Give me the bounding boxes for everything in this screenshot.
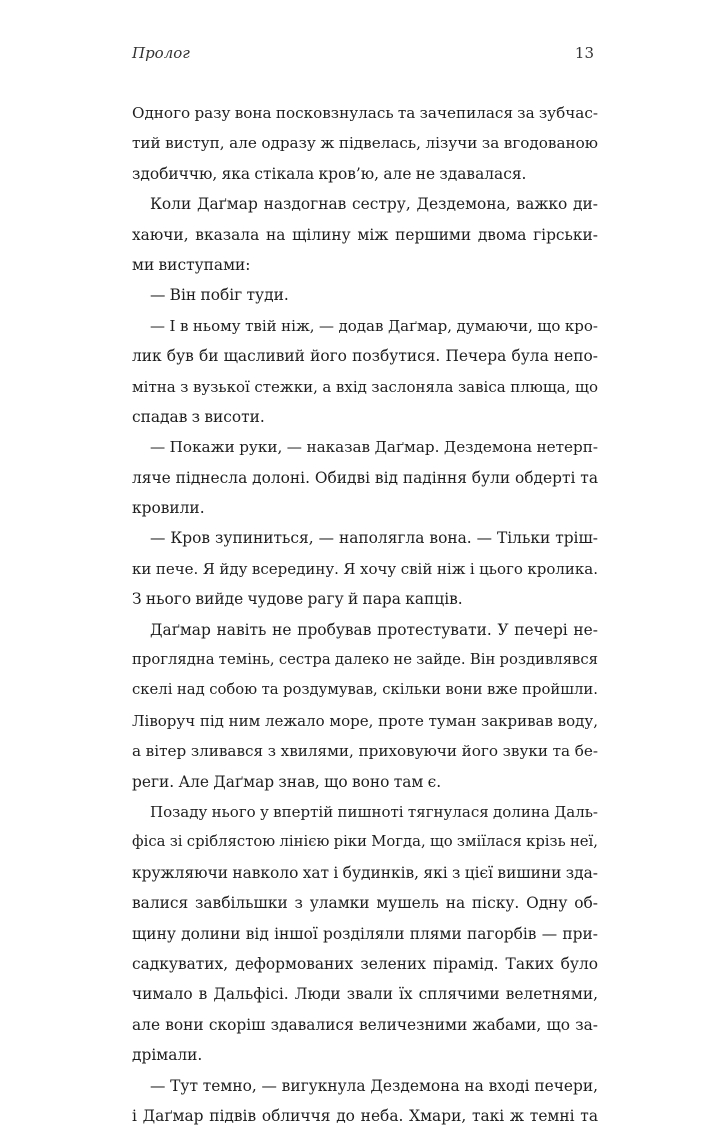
text-line: Ліворуч під ним лежало море, проте туман закривав воду, — [132, 711, 598, 730]
text-line: — І в ньому твій ніж, — додав Даґмар, думаючи, що кро- — [150, 316, 598, 335]
text-line: садкуватих, деформованих зелених пірамід. Таких було — [132, 954, 598, 973]
text-line: — Покажи руки, — наказав Даґмар. Дездемона нетерп- — [150, 438, 598, 457]
text-line: валися завбільшки з уламки мушель на піску. Одну об- — [132, 894, 598, 913]
text-line: Одного разу вона посковзнулась та зачепилася за зубчас- — [132, 104, 598, 122]
text-line: скелі над собою та роздумував, скільки вони вже пройшли. — [132, 681, 598, 699]
body-text — [132, 98, 598, 1131]
text-line: і Даґмар підвів обличчя до неба. Хмари, такі ж темні та — [132, 1106, 598, 1125]
text-line: дрімали. — [132, 1046, 203, 1065]
text-line: фіса зі сріблястою лінією ріки Могда, що зміїлася крізь неї, — [132, 833, 598, 851]
text-line: кружляючи навколо хат і будинків, які з цієї вишини зда- — [132, 863, 598, 882]
text-line: реги. Але Даґмар знав, що воно там є. — [132, 772, 442, 791]
running-head: Пролог — [132, 44, 190, 62]
text-line: ки пече. Я йду всередину. Я хочу свій ніж і цього кролика. — [132, 559, 598, 578]
text-line: ляче піднесла долоні. Обидві від падіння були обдерті та — [132, 468, 598, 487]
text-line: — Тут темно, — вигукнула Дездемона на вході печери, — [150, 1076, 598, 1095]
text-line: — Він побіг туди. — [150, 286, 289, 305]
text-line: мітна з вузької стежки, а вхід заслоняла завіса плюща, що — [132, 377, 598, 396]
text-line: чимало в Дальфісі. Люди звали їх сплячими велетнями, — [132, 985, 598, 1004]
text-line: спадав з висоти. — [132, 407, 265, 426]
text-line: проглядна темінь, сестра далеко не зайде. Він роздивлявся — [132, 651, 598, 669]
text-line: ми виступами: — [132, 255, 251, 274]
text-line: З нього вийде чудове рагу й пара капців. — [132, 590, 463, 609]
text-line: тий виступ, але одразу ж підвелась, лізучи за вгодованою — [132, 134, 598, 153]
text-line: Позаду нього у впертій пишноті тягнулася долина Даль- — [150, 802, 598, 821]
text-line: Коли Даґмар наздогнав сестру, Дездемона, важко ди- — [150, 195, 598, 214]
text-line: але вони скоріш здавалися величезними жабами, що за- — [132, 1015, 598, 1034]
text-line: щину долини від іншої розділяли плями пагорбів — при- — [132, 924, 598, 943]
text-line: а вітер зливався з хвилями, приховуючи його звуки та бе- — [132, 742, 598, 761]
text-line: лик був би щасливий його позбутися. Печера була непо- — [132, 347, 598, 366]
text-line: хаючи, вказала на щілину між першими двома гірськи- — [132, 225, 598, 244]
text-line: здобиччю, яка стікала кров’ю, але не здавалася. — [132, 164, 527, 183]
text-line: Даґмар навіть не пробував протестувати. У печері не- — [150, 620, 598, 639]
text-line: кровили. — [132, 499, 205, 518]
text-line: — Кров зупиниться, — наполягла вона. — Тільки тріш- — [150, 529, 598, 548]
page-number: 13 — [574, 44, 594, 62]
